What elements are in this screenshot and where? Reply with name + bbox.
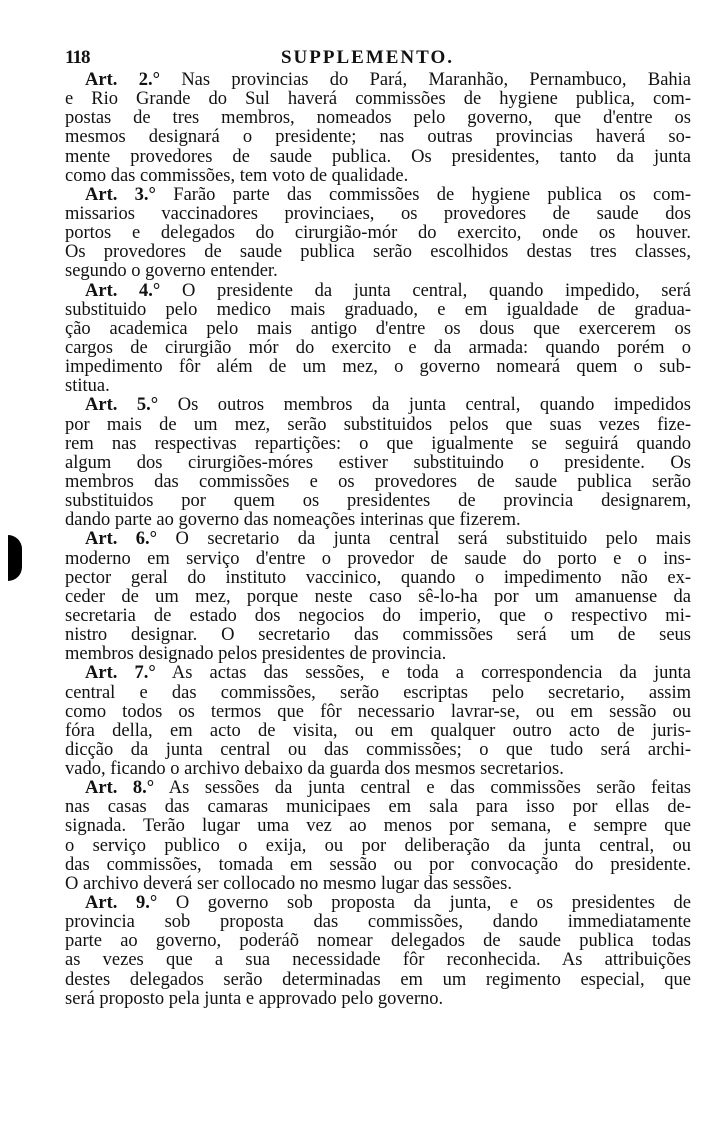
line-text: rem nas respectivas repartições: o que igualmente se seguirá quando [65, 433, 691, 454]
line-text: das commissões, tomada em sessão ou por convocação do presidente. [65, 854, 691, 875]
text-line [65, 511, 691, 530]
text-line [65, 109, 691, 128]
line-text: membros designado pelos presidentes de provincia. [65, 644, 447, 665]
article-7 [65, 664, 691, 779]
line-text: Os provedores de saude publica serão escolhidos destas tres classes, [65, 242, 691, 263]
line-text: nas casas das camaras municipaes em sala para isso por ellas de- [65, 797, 691, 818]
text-line [65, 817, 691, 836]
text-line [65, 703, 691, 722]
text-line [65, 913, 691, 932]
text-line [65, 856, 691, 875]
text-line [65, 243, 691, 262]
line-text: Nas provincias do Pará, Maranhão, Pernambuco, Bahia [181, 70, 692, 90]
line-text: fóra della, em acto de visita, ou em qualquer outro acto de juris- [65, 720, 691, 741]
article-label: Art. 9.° [85, 893, 158, 914]
text-line [65, 205, 691, 224]
article-5 [65, 396, 691, 530]
text-line [65, 262, 691, 281]
line-text: O archivo deverá ser collocado no mesmo lugar das sessões. [65, 873, 512, 894]
text-line [65, 645, 691, 664]
line-text: substituido pelo medico mais graduado, e em igualdade de gradua- [65, 299, 691, 320]
article-9 [65, 894, 691, 1009]
line-text: Farão parte das commissões de hygiene publica os com- [173, 184, 691, 205]
line-text: dando parte ao governo das nomeações interinas que fizerem. [65, 510, 521, 531]
text-line [65, 301, 691, 320]
text-line [65, 722, 691, 741]
line-text: mente provedores de saude publica. Os presidentes, tanto da junta [65, 146, 691, 167]
text-line [65, 454, 691, 473]
text-line [65, 339, 691, 358]
text-line [65, 607, 691, 626]
text-line [65, 626, 691, 645]
line-text: missarios vaccinadores provinciaes, os provedores de saude dos [65, 203, 691, 224]
line-text: nistro designar. O secretario das commissões será um de seus [65, 625, 691, 646]
line-text: ceder de um mez, porque neste caso sê-lo-ha por um amanuense da [65, 586, 691, 607]
line-text: central e das commissões, serão escriptas pelo secretario, assim [65, 682, 691, 703]
line-text: vado, ficando o archivo debaixo da guarda dos mesmos secretarios. [65, 759, 564, 780]
article-label: Art. 8.° [85, 778, 155, 799]
text-line [65, 320, 691, 339]
text-line [65, 167, 691, 186]
line-text: será proposto pela junta e approvado pelo governo. [65, 988, 444, 1009]
article-label: Art. 4.° [85, 280, 161, 301]
article-label: Art. 3.° [85, 184, 156, 205]
line-text: o serviço publico o exija, ou por deliberação da junta central, ou [65, 835, 691, 856]
line-text: As sessões da junta central e das commissões serão feitas [168, 778, 691, 799]
line-text: mesmos designará o presidente; nas outras provincias haverá so- [65, 127, 691, 148]
article-8 [65, 779, 691, 894]
text-line [65, 588, 691, 607]
line-text: As actas das sessões, e toda a correspondencia da junta [171, 663, 691, 684]
line-text: Os outros membros da junta central, quando impedidos [177, 395, 692, 416]
text-line [65, 837, 691, 856]
text-line [65, 990, 691, 1009]
line-text: segundo o governo entender. [65, 261, 278, 282]
text-line [65, 932, 691, 951]
line-text: dicção da junta central ou das commissões; o que tudo será archi- [65, 739, 691, 760]
text-line [65, 282, 691, 301]
text-line [65, 492, 691, 511]
page-number: 118 [65, 47, 90, 68]
article-2 [65, 71, 691, 186]
binding-mark [8, 535, 22, 581]
line-text: as vezes que a sua necessidade fôr reconhecida. As attribuições [65, 950, 691, 971]
text-line [65, 224, 691, 243]
text-line [65, 569, 691, 588]
line-text: por mais de um mez, serão substituidos pelos que suas vezes fize- [65, 414, 691, 435]
text-line [65, 530, 691, 549]
text-line [65, 90, 691, 109]
article-label: Art. 5.° [85, 395, 159, 416]
line-text: como todos os termos que fôr necessario lavrar-se, ou em sessão ou [65, 701, 691, 722]
article-6 [65, 530, 691, 664]
line-text: algum dos cirurgiões-móres estiver substituindo o presidente. Os [65, 452, 691, 473]
line-text: ção academica pelo mais antigo d'entre os dous que exercerem os [65, 318, 691, 339]
running-title: SUPPLEMENTO. [280, 47, 455, 68]
line-text: cargos de cirurgião mór do exercito e da armada: quando porém o [65, 337, 691, 358]
text-line [65, 875, 691, 894]
text-line [65, 779, 691, 798]
line-text: postas de tres membros, nomeados pelo governo, que d'entre os [65, 108, 691, 129]
line-text: impedimento fôr além de um mez, o governo nomeará quem o sub- [65, 357, 691, 378]
line-text: O secretario da junta central será substituido pelo mais [175, 529, 691, 550]
line-text: O presidente da junta central, quando impedido, será [181, 280, 691, 301]
line-text: stitua. [65, 376, 110, 397]
line-text: destes delegados serão determinadas em um regimento especial, que [65, 969, 691, 990]
text-line [65, 798, 691, 817]
article-label: Art. 7.° [85, 663, 156, 684]
text-line [65, 71, 691, 90]
article-3 [65, 186, 691, 282]
text-line [65, 358, 691, 377]
text-line [65, 396, 691, 415]
line-text: membros das commissões e os provedores de saude publica serão [65, 471, 691, 492]
text-line [65, 148, 691, 167]
text-line [65, 684, 691, 703]
article-label: Art. 6.° [85, 529, 158, 550]
article-label: Art. 2.° [85, 70, 160, 90]
article-4 [65, 282, 691, 397]
text-line [65, 416, 691, 435]
line-text: signada. Terão lugar uma vez ao menos por semana, e sempre que [65, 816, 691, 837]
text-line [65, 894, 691, 913]
line-text: portos e delegados do cirurgião-mór do exercito, onde os houver. [65, 223, 691, 244]
line-text: como das commissões, tem voto de qualidade. [65, 165, 409, 186]
text-line [65, 550, 691, 569]
text-line [65, 664, 691, 683]
text-line [65, 186, 691, 205]
text-line [65, 435, 691, 454]
line-text: provincia sob proposta das commissões, dando immediatamente [65, 912, 691, 933]
line-text: moderno em serviço d'entre o provedor de saude do porto e o ins- [65, 548, 691, 569]
text-line [65, 760, 691, 779]
line-text: substituidos por quem os presidentes de provincia designarem, [65, 491, 691, 512]
text-line [65, 951, 691, 970]
line-text: secretaria de estado dos negocios do imperio, que o respectivo mi- [65, 605, 691, 626]
text-line [65, 128, 691, 147]
line-text: parte ao governo, poderáõ nomear delegados de saude publica todas [65, 931, 691, 952]
text-line [65, 473, 691, 492]
line-text: e Rio Grande do Sul haverá commissões de hygiene publica, com- [65, 89, 691, 110]
text-line [65, 377, 691, 396]
text-line [65, 741, 691, 760]
line-text: pector geral do instituto vaccinico, quando o impedimento não ex- [65, 567, 691, 588]
document-body [65, 71, 691, 1009]
text-line [65, 971, 691, 990]
line-text: O governo sob proposta da junta, e os presidentes de [175, 893, 691, 914]
